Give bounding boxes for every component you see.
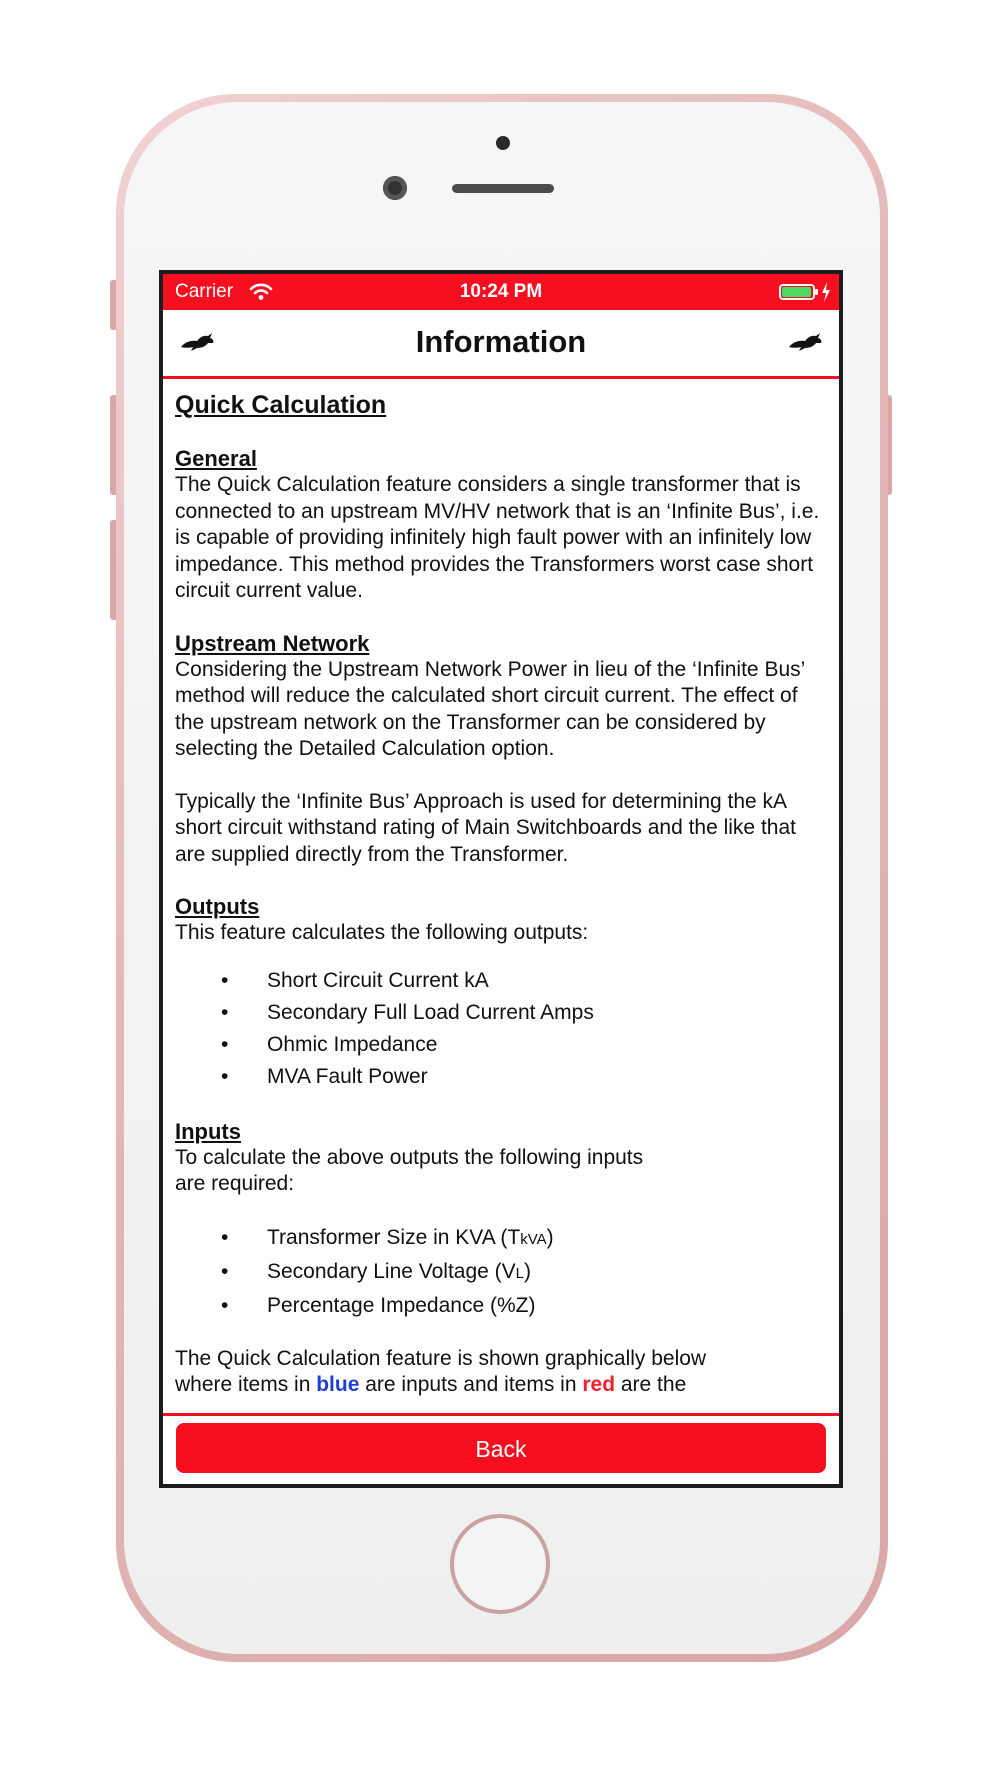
graphic-line2a: where items in bbox=[175, 1373, 317, 1396]
inputs-list bbox=[175, 1222, 827, 1324]
input-item-sub: kVA bbox=[520, 1230, 547, 1248]
list-item bbox=[175, 1256, 827, 1290]
upstream-heading: Upstream Network bbox=[175, 630, 370, 656]
upstream-text: Considering the Upstream Network Power in lieu of the ‘Infinite Bus’ method will reduce the calculated short circuit current. The effect of the upstream network on the Transformer can be considered by selecting the Detailed Calculation option. bbox=[175, 657, 805, 760]
status-time: 10:24 PM bbox=[459, 281, 543, 302]
general-text: The Quick Calculation feature considers a single transformer that is connected to an upstream MV/HV network that is an ‘Infinite Bus’, i.e. is capable of providing infinitely high fault power with an infinitely low impedance. This method provides the Transformers worst case short circuit current value. bbox=[175, 473, 820, 602]
graphic-line2b: are inputs and items in bbox=[359, 1373, 583, 1396]
carrier-label: Carrier bbox=[175, 281, 234, 302]
outputs-text: This feature calculates the following outputs: bbox=[175, 921, 589, 944]
upstream-text-2: Typically the ‘Infinite Bus’ Approach is used for determining the kA short circuit withstand rating of Main Switchboards and the like that are supplied directly from the Transformer. bbox=[175, 789, 796, 866]
info-content[interactable] bbox=[163, 379, 839, 1413]
list-item: • Ohmic Impedance bbox=[175, 1029, 827, 1061]
proximity-sensor bbox=[496, 136, 510, 150]
rabbit-icon[interactable] bbox=[787, 330, 823, 359]
page-title: Information bbox=[415, 324, 587, 359]
battery-level bbox=[782, 287, 811, 297]
footer-divider bbox=[163, 1413, 839, 1416]
inputs-text-line1: To calculate the above outputs the following inputs bbox=[175, 1145, 644, 1169]
inputs-text bbox=[175, 1145, 827, 1198]
content-heading: Quick Calculation bbox=[175, 391, 387, 419]
input-item-sub: L bbox=[515, 1264, 525, 1282]
earpiece-speaker bbox=[452, 184, 554, 193]
graphic-line2c: are the bbox=[615, 1373, 687, 1396]
inputs-text-line2: are required: bbox=[175, 1172, 295, 1195]
back-button[interactable]: Back bbox=[176, 1423, 826, 1473]
home-button[interactable] bbox=[450, 1514, 550, 1614]
screen bbox=[159, 270, 843, 1488]
general-heading: General bbox=[175, 446, 257, 471]
graphic-line1: The Quick Calculation feature is shown graphically below bbox=[175, 1346, 707, 1370]
front-camera-icon bbox=[383, 176, 407, 200]
input-item-end: ) bbox=[546, 1225, 554, 1249]
list-item: • Secondary Full Load Current Amps bbox=[175, 997, 827, 1029]
input-item-text: Transformer Size in KVA (T bbox=[267, 1225, 521, 1249]
battery-tip bbox=[815, 289, 818, 295]
list-item bbox=[175, 1290, 827, 1324]
list-item: • MVA Fault Power bbox=[175, 1061, 827, 1093]
outputs-heading: Outputs bbox=[175, 894, 260, 919]
navigation-bar bbox=[163, 310, 839, 379]
input-item-text: Percentage Impedance (%Z) bbox=[267, 1293, 536, 1317]
list-item: • Short Circuit Current kA bbox=[175, 965, 827, 997]
inputs-heading: Inputs bbox=[175, 1118, 241, 1144]
status-bar bbox=[163, 274, 839, 310]
battery-icon bbox=[779, 284, 815, 300]
bolt-icon bbox=[821, 282, 831, 307]
outputs-list bbox=[175, 965, 827, 1093]
blue-word: blue bbox=[316, 1373, 360, 1396]
input-item-text: Secondary Line Voltage (V bbox=[267, 1259, 516, 1283]
red-word: red bbox=[582, 1373, 616, 1396]
graphic-text bbox=[175, 1346, 827, 1399]
input-item-end: ) bbox=[524, 1259, 532, 1283]
list-item bbox=[175, 1222, 827, 1256]
